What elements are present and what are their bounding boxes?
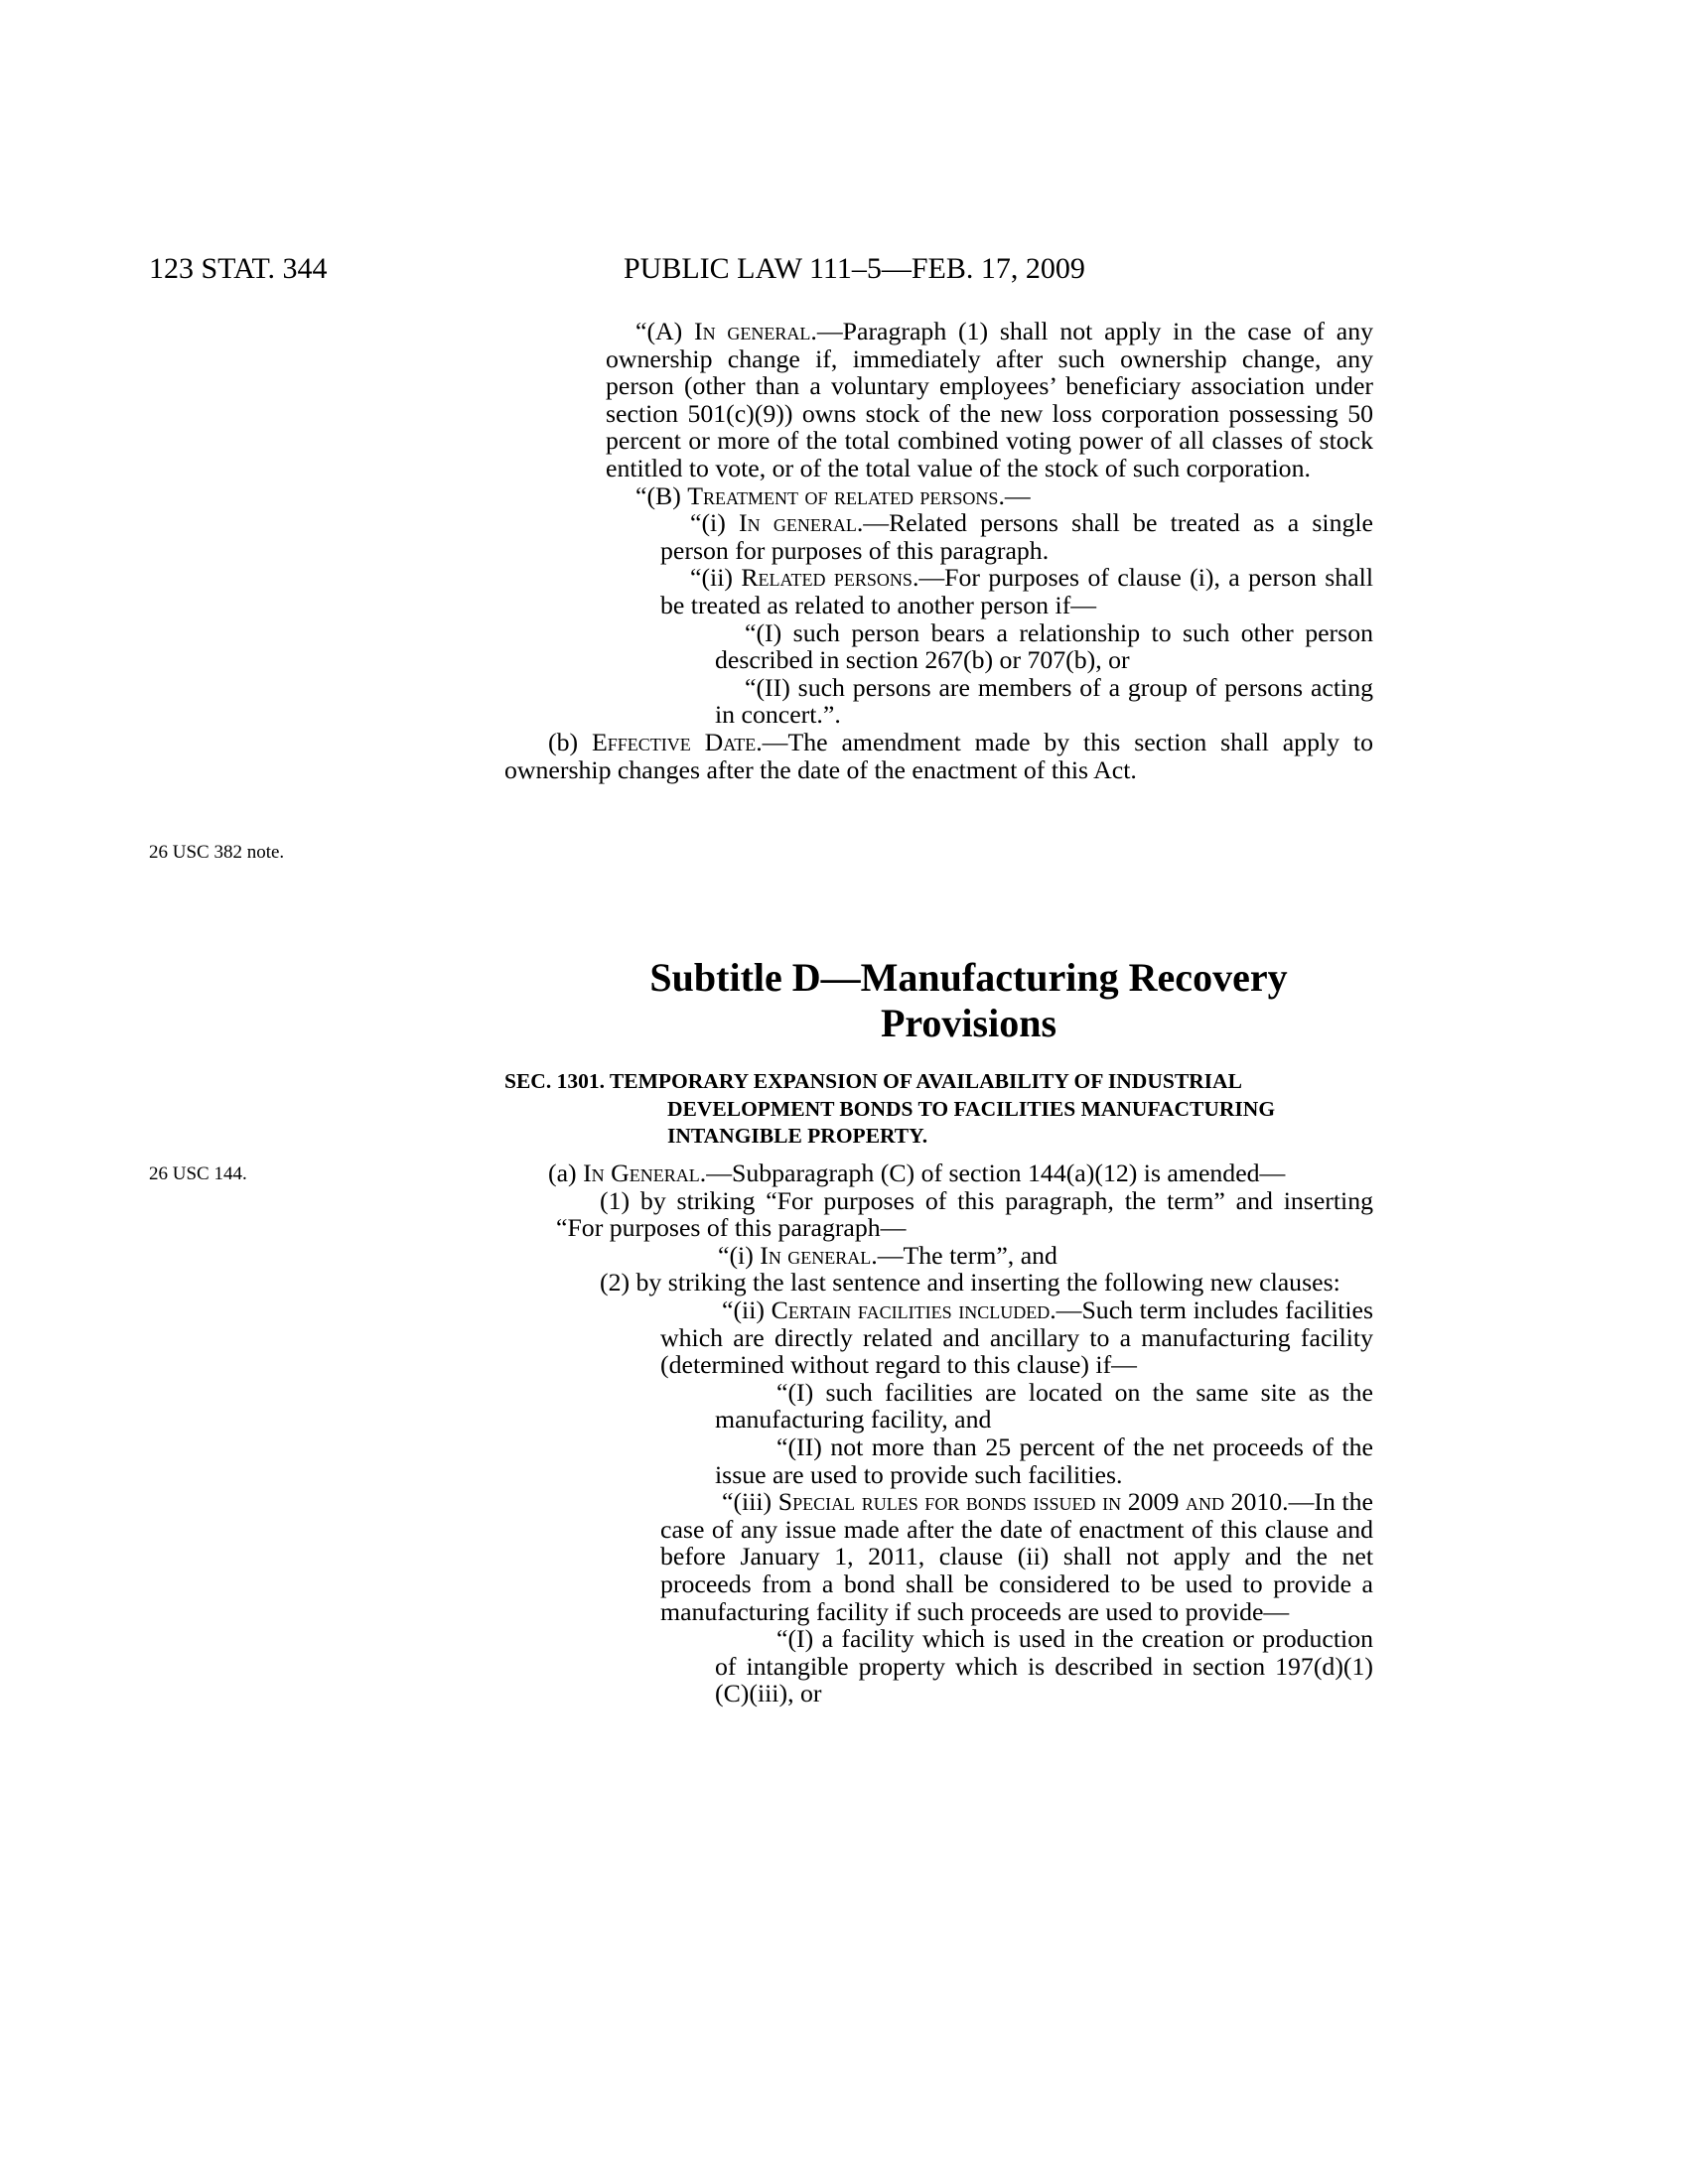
subclause-I: “(I) such person bears a relationship to such other person described in section 267(b) or 707(b), or xyxy=(715,617,1373,675)
paragraph-effective-date: (b) Effective Date.—The amendment made by this section shall apply to ownership changes after the date of the enactment of this Act. xyxy=(504,727,1373,784)
paragraph-a-in-general: “(A) In general.—Paragraph (1) shall not apply in the case of any ownership change if, immediately after such ownership change, any person (other than a voluntary employees’ beneficiary association under section 501(c)(9)) owns stock of the new loss corporation possessing 50 percent or more of the total combined voting power of all classes of stock entitled to vote, or of the total value of the stock of such corporation. xyxy=(606,317,1373,482)
clause-ii-certain-facilities: “(ii) Certain facilities included.—Such term includes facilities which are directly related and ancillary to a manufacturing facility (determined without regard to this clause) if— xyxy=(660,1295,1374,1380)
paragraph-a-in-general-2: (a) In General.—Subparagraph (C) of section 144(a)(12) is amended— xyxy=(548,1159,1286,1187)
subclause-I-intangible-property: “(I) a facility which is used in the creation or production of intangible property which is described in section 197(d)(1)(C)(iii), or xyxy=(715,1624,1373,1708)
clause-i-the-term: “(i) In general.—The term”, and xyxy=(718,1240,1057,1270)
clause-iii-special-rules: “(iii) Special rules for bonds issued in 2009 and 2010.—In the case of any issue made after the date of enactment of this clause and before January 1, 2011, clause (ii) shall not apply and the net proceeds from a bond shall be considered to be used to provide a manufacturing facility if such proceeds are used to provide— xyxy=(660,1487,1373,1626)
subtitle-line-1: Subtitle D—Manufacturing Recovery xyxy=(649,955,1288,1000)
subclause-II: “(II) such persons are members of a group of persons acting in concert.”. xyxy=(715,672,1373,730)
subclause-II-25-percent: “(II) not more than 25 percent of the net proceeds of the issue are used to provide such facilities. xyxy=(715,1432,1373,1489)
subclause-I-same-site: “(I) such facilities are located on the same site as the manufacturing facility, and xyxy=(715,1377,1373,1434)
subtitle-line-2: Provisions xyxy=(880,1001,1057,1045)
stat-reference: 123 STAT. 344 xyxy=(149,252,328,285)
clause-i-in-general: “(i) In general.—Related persons shall be treated as a single person for purposes of this paragraph. xyxy=(660,508,1374,565)
section-heading-line-3: INTANGIBLE PROPERTY. xyxy=(667,1124,928,1149)
paragraph-b-related-persons: “(B) Treatment of related persons.— xyxy=(635,480,1031,510)
amendment-text-block-2 xyxy=(504,1160,1373,1707)
margin-note-usc-144: 26 USC 144. xyxy=(149,1163,247,1184)
paragraph-1-striking: (1) by striking “For purposes of this paragraph, the term” and inserting “For purposes of this paragraph— xyxy=(556,1185,1373,1243)
section-heading-line-1: SEC. 1301. TEMPORARY EXPANSION OF AVAILABILITY OF INDUSTRIAL xyxy=(504,1069,1242,1093)
margin-note-usc-382: 26 USC 382 note. xyxy=(149,842,285,863)
section-heading-line-2: DEVELOPMENT BONDS TO FACILITIES MANUFACTURING xyxy=(667,1096,1276,1121)
subtitle-heading xyxy=(504,955,1373,1046)
clause-ii-related-persons: “(ii) Related persons.—For purposes of clause (i), a person shall be treated as related to another person if— xyxy=(660,563,1373,619)
paragraph-2-striking: (2) by striking the last sentence and inserting the following new clauses: xyxy=(600,1268,1340,1297)
section-heading xyxy=(504,1068,1373,1151)
page-title: PUBLIC LAW 111–5—FEB. 17, 2009 xyxy=(624,252,1085,285)
amendment-text-block-1 xyxy=(504,318,1373,783)
